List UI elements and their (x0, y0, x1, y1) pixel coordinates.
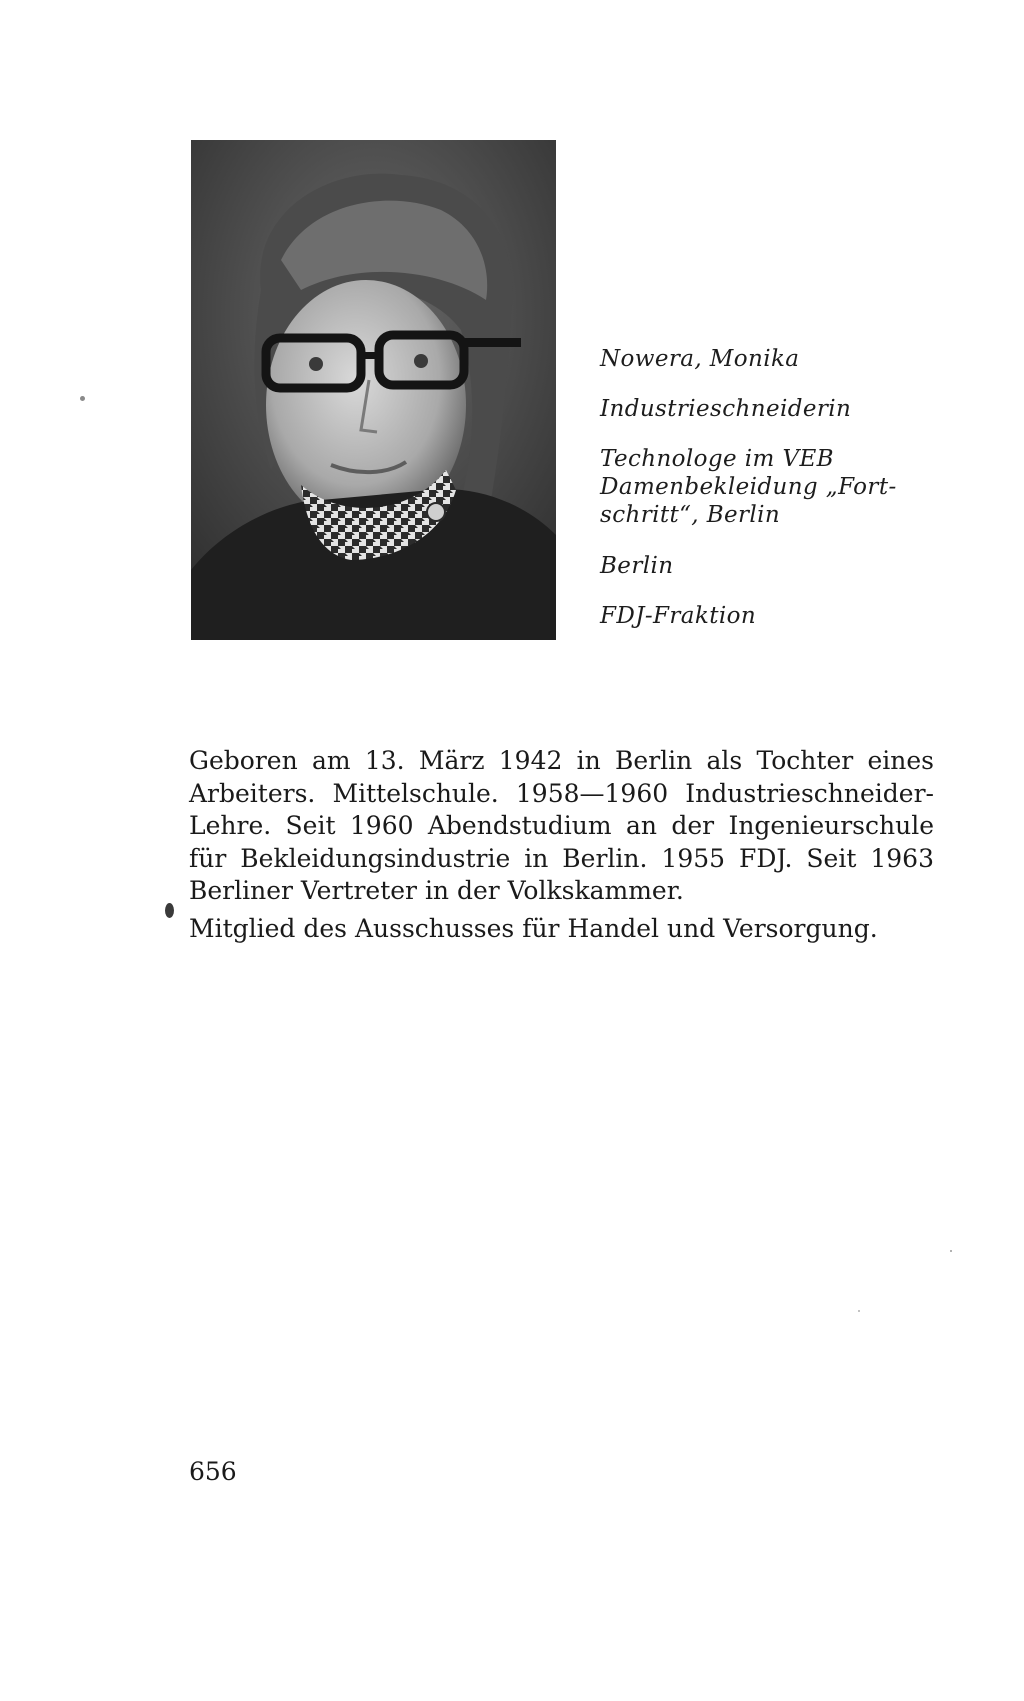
bullet-marker (165, 903, 174, 918)
workplace-position: Technologe im VEB Damenbekleidung „Fort- schritt“, Berlin (600, 446, 897, 528)
scan-speck (858, 1310, 860, 1312)
parliamentary-faction: FDJ-Fraktion (600, 603, 757, 629)
committee-membership: Mitglied des Ausschusses für Handel und Versorgung. (189, 914, 878, 943)
person-name: Nowera, Monika (600, 346, 800, 372)
scan-speck (950, 1250, 952, 1252)
scan-speck (80, 396, 85, 401)
page-number: 656 (189, 1457, 237, 1486)
portrait-photo (191, 140, 556, 640)
biography-paragraph: Geboren am 13. März 1942 in Berlin als Tochter eines Arbeiters. Mittelschule. 1958—1960 Industrieschneider-Lehre. Seit 1960 Abendstudium an der Ingenieurschule für Bekleidungsindustrie in Berlin. 1955 FDJ. Seit 1963 Berliner Vertreter in der Volkskammer. (189, 746, 934, 905)
residence: Berlin (600, 553, 674, 579)
profile-caption (600, 345, 960, 652)
portrait-photo-image (191, 140, 556, 640)
profession: Industrieschneiderin (600, 396, 852, 422)
